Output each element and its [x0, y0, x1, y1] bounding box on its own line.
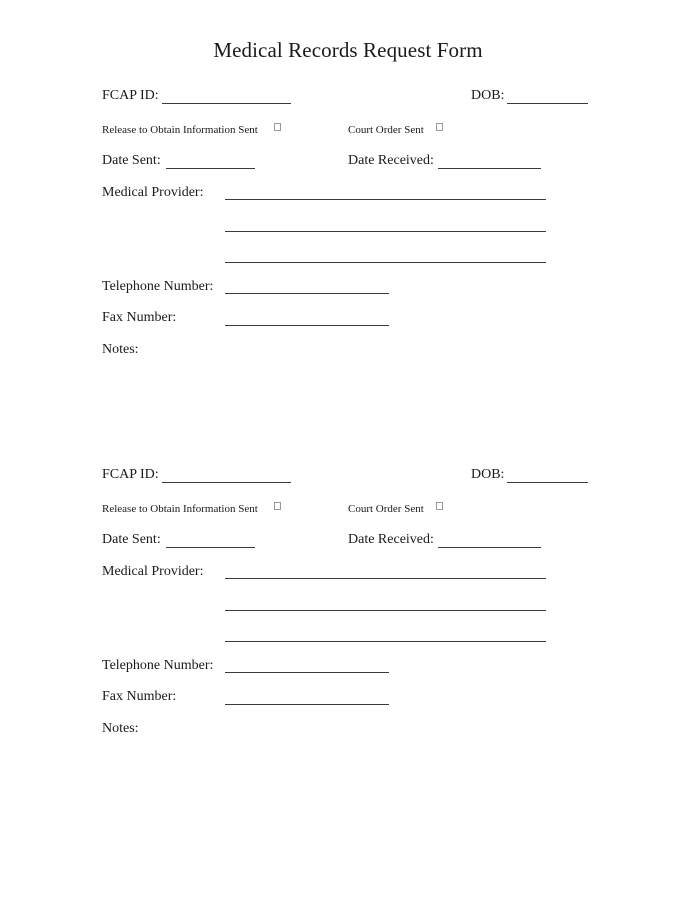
fax-number-label: Fax Number: — [102, 310, 177, 325]
court-order-sent-label: Court Order Sent — [348, 124, 424, 136]
court-order-sent-checkbox[interactable] — [436, 502, 443, 510]
medical-provider-field-line-1[interactable] — [225, 199, 546, 200]
notes-label: Notes: — [102, 721, 139, 736]
fcap-id-label: FCAP ID: — [102, 88, 159, 103]
date-received-field[interactable] — [438, 168, 541, 169]
date-received-label: Date Received: — [348, 532, 434, 547]
date-received-field[interactable] — [438, 547, 541, 548]
court-order-sent-label: Court Order Sent — [348, 503, 424, 515]
dob-label: DOB: — [471, 467, 505, 482]
date-sent-label: Date Sent: — [102, 153, 161, 168]
medical-provider-field-line-2[interactable] — [225, 610, 546, 611]
notes-label: Notes: — [102, 342, 139, 357]
medical-provider-field-line-2[interactable] — [225, 231, 546, 232]
telephone-number-label: Telephone Number: — [102, 658, 214, 673]
date-sent-field[interactable] — [166, 547, 255, 548]
fax-number-field[interactable] — [225, 704, 389, 705]
court-order-sent-checkbox[interactable] — [436, 123, 443, 131]
date-sent-field[interactable] — [166, 168, 255, 169]
fcap-id-label: FCAP ID: — [102, 467, 159, 482]
record-section-2 — [0, 467, 696, 767]
release-sent-label: Release to Obtain Information Sent — [102, 124, 258, 136]
medical-provider-label: Medical Provider: — [102, 564, 204, 579]
medical-provider-field-line-1[interactable] — [225, 578, 546, 579]
dob-label: DOB: — [471, 88, 505, 103]
fcap-id-field[interactable] — [162, 103, 291, 104]
medical-provider-field-line-3[interactable] — [225, 641, 546, 642]
date-received-label: Date Received: — [348, 153, 434, 168]
release-sent-checkbox[interactable] — [274, 502, 281, 510]
release-sent-label: Release to Obtain Information Sent — [102, 503, 258, 515]
telephone-number-field[interactable] — [225, 672, 389, 673]
record-section-1 — [0, 88, 696, 388]
fax-number-label: Fax Number: — [102, 689, 177, 704]
dob-field[interactable] — [507, 482, 588, 483]
release-sent-checkbox[interactable] — [274, 123, 281, 131]
fcap-id-field[interactable] — [162, 482, 291, 483]
page-title: Medical Records Request Form — [213, 38, 483, 62]
telephone-number-field[interactable] — [225, 293, 389, 294]
date-sent-label: Date Sent: — [102, 532, 161, 547]
fax-number-field[interactable] — [225, 325, 389, 326]
telephone-number-label: Telephone Number: — [102, 279, 214, 294]
dob-field[interactable] — [507, 103, 588, 104]
medical-provider-field-line-3[interactable] — [225, 262, 546, 263]
medical-provider-label: Medical Provider: — [102, 185, 204, 200]
